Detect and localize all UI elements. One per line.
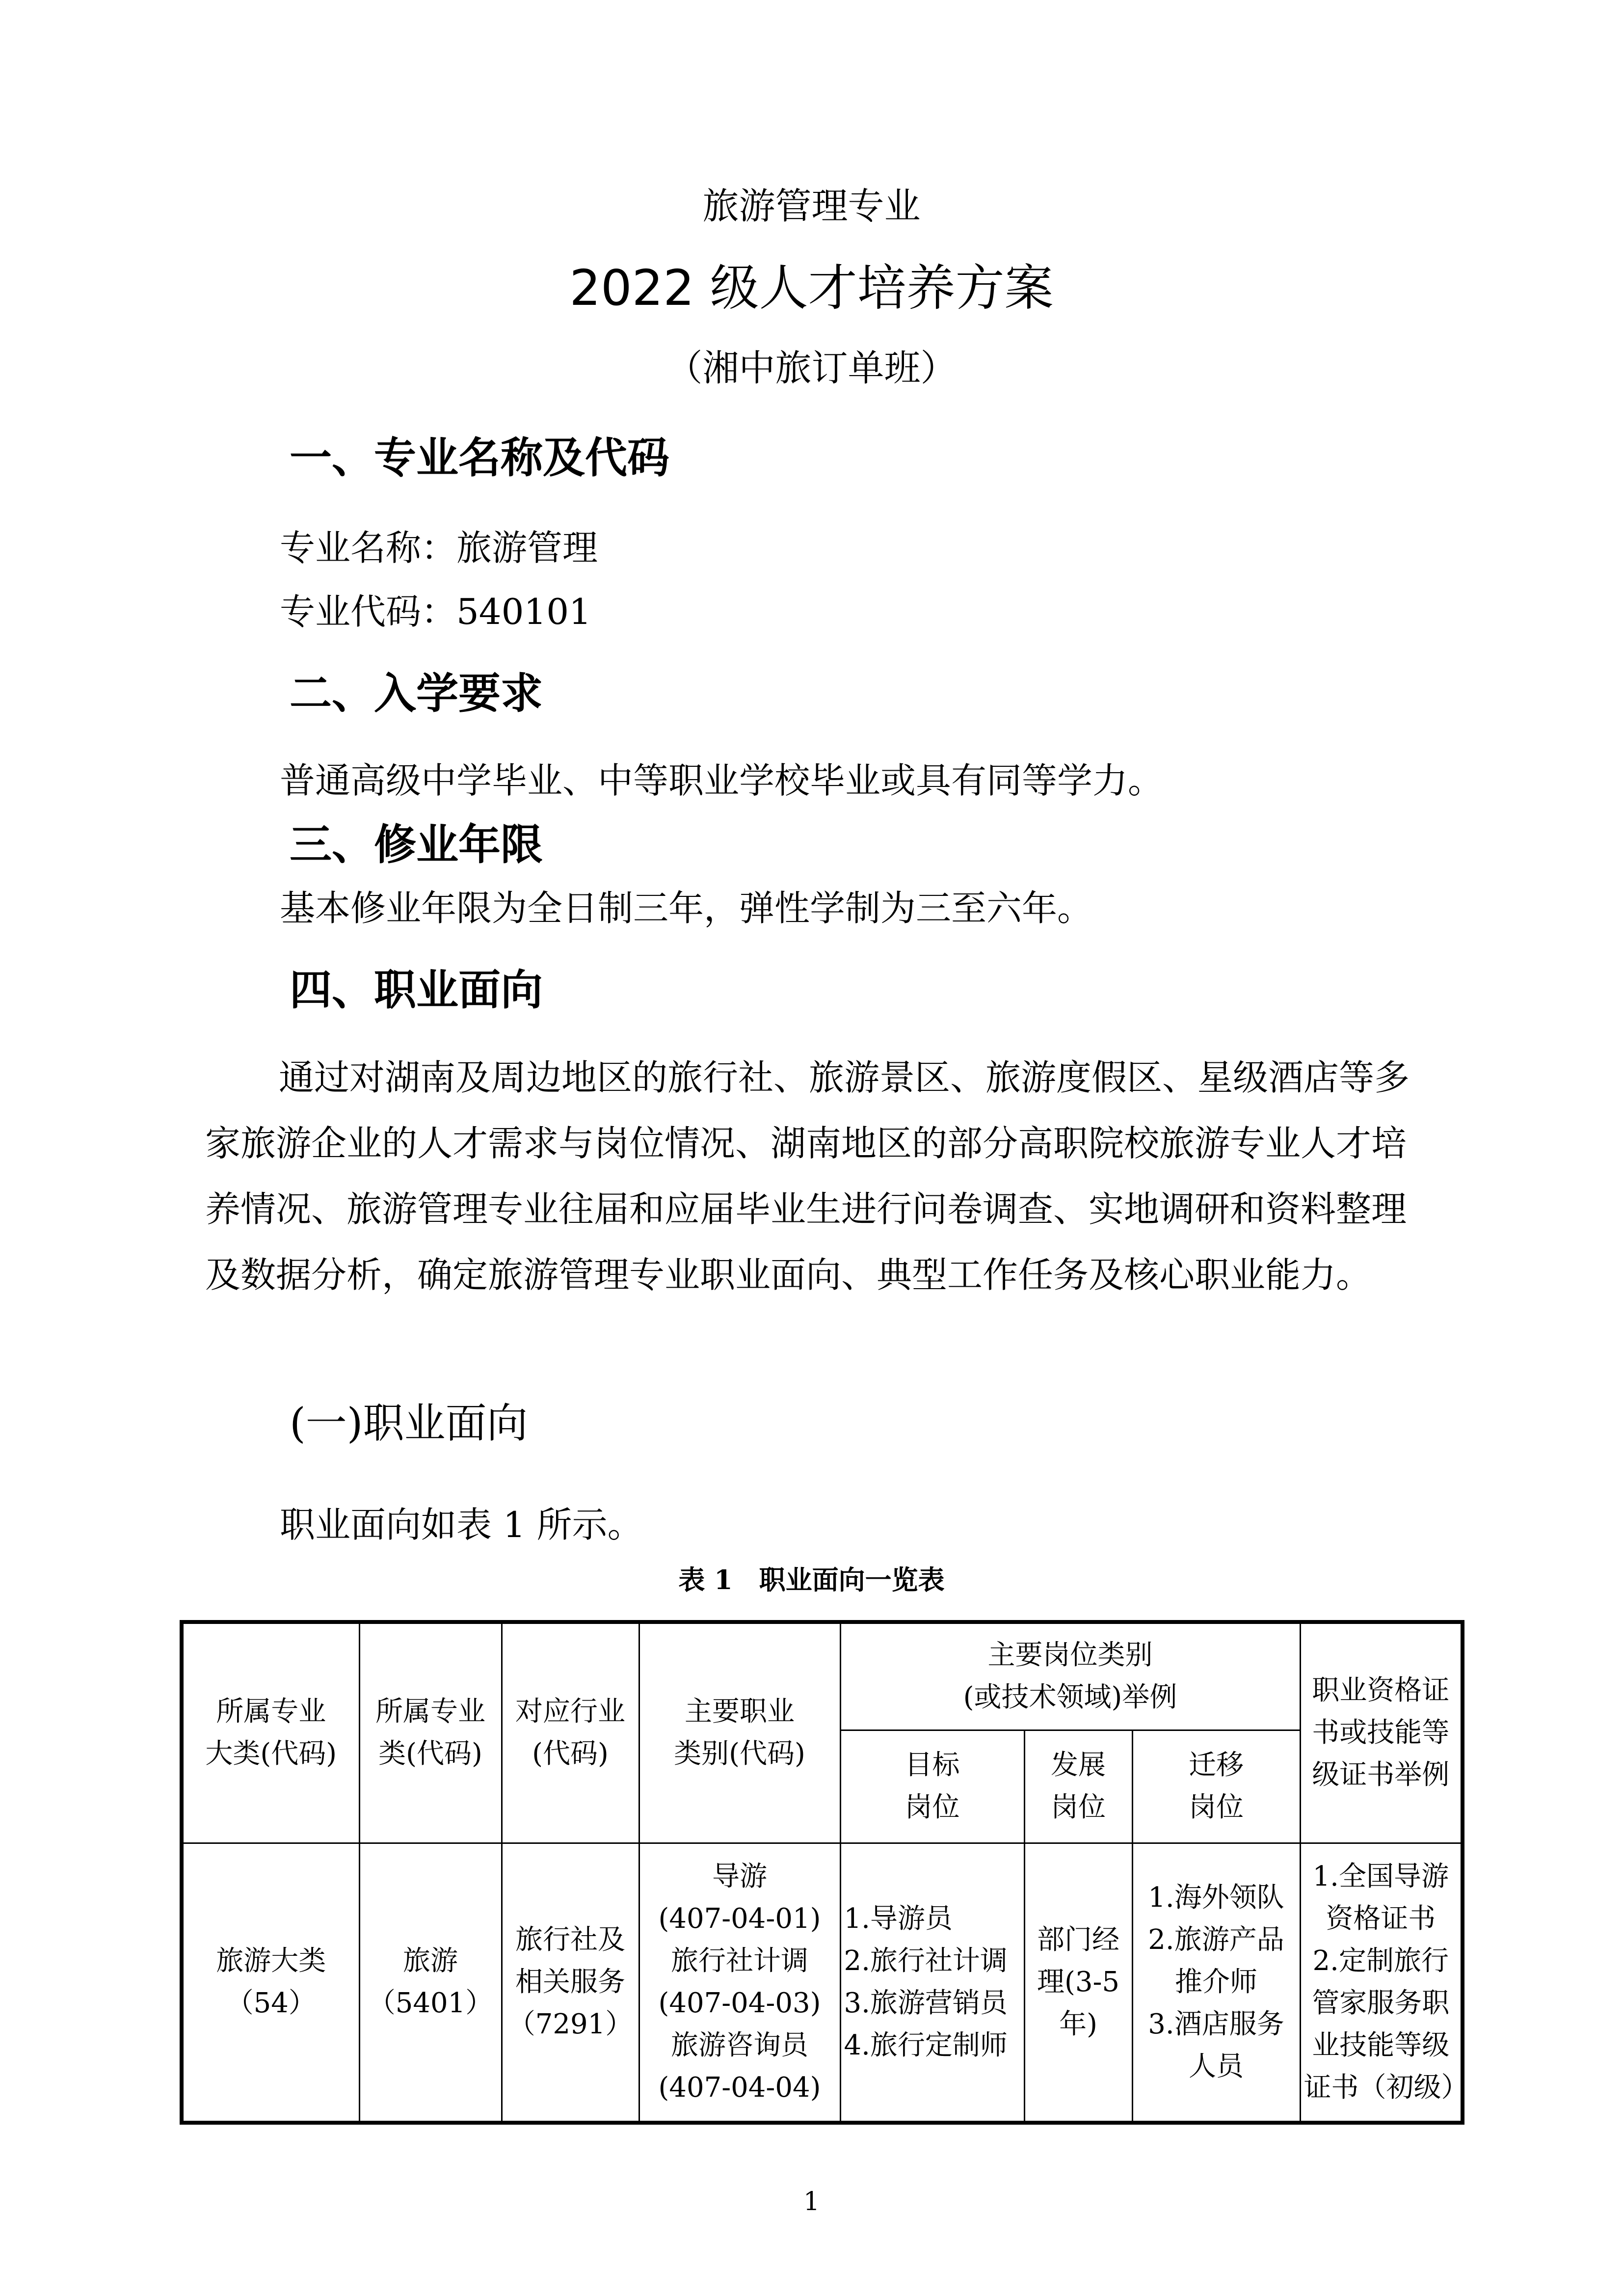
cell-occupations: 导游 (407-04-01) 旅行社计调 (407-04-03) 旅游咨询员 (407-04-04) (639, 1843, 840, 2123)
header-occupation: 主要职业 类别(代码) (639, 1622, 840, 1843)
header-target-post: 目标 岗位 (840, 1730, 1024, 1843)
section-heading-duration: 三、修业年限 (290, 820, 543, 869)
cell-target-posts: 1.导游员 2.旅行社计调 3.旅游营销员 4.旅行定制师 (840, 1843, 1024, 2123)
table-intro: 职业面向如表 1 所示。 (280, 1504, 643, 1545)
admission-text: 普通高级中学毕业、中等职业学校毕业或具有同等学力。 (280, 760, 1164, 801)
table-row (182, 1843, 1463, 2123)
subsection-heading-career: (一)职业面向 (290, 1399, 528, 1447)
document-subtitle: 2022 级人才培养方案 (569, 259, 1054, 317)
career-table-wrapper (180, 1620, 1469, 2125)
cell-industry: 旅行社及 相关服务 （7291） (502, 1843, 639, 2123)
header-transfer-post: 迁移 岗位 (1132, 1730, 1300, 1843)
career-table (180, 1620, 1469, 2125)
section-heading-name-code: 一、专业名称及代码 (290, 433, 669, 483)
section-heading-career: 四、职业面向 (290, 966, 543, 1015)
header-certificates: 职业资格证 书或技能等 级证书举例 (1300, 1622, 1463, 1843)
cell-transfer-posts: 1.海外领队 2.旅游产品 推介师 3.酒店服务 人员 (1132, 1843, 1300, 2123)
header-industry: 对应行业 (代码) (502, 1622, 639, 1843)
major-code-line: 专业代码：540101 (280, 591, 591, 632)
major-name-line: 专业名称：旅游管理 (280, 527, 598, 568)
document-class-name: （湘中旅订单班） (666, 347, 957, 389)
duration-text: 基本修业年限为全日制三年，弹性学制为三至六年。 (280, 888, 1093, 929)
table-caption: 表 1 职业面向一览表 (678, 1564, 945, 1595)
header-post-group: 主要岗位类别 (或技术领域)举例 (840, 1622, 1300, 1730)
cell-category: 旅游大类 （54） (182, 1843, 359, 2123)
section-heading-admission: 二、入学要求 (290, 669, 543, 718)
page-number: 1 (803, 2187, 820, 2216)
header-develop-post: 发展 岗位 (1024, 1730, 1132, 1843)
cell-develop-posts: 部门经 理(3-5 年) (1024, 1843, 1132, 2123)
header-major-class: 所属专业 类(代码) (359, 1622, 502, 1843)
document-title: 旅游管理专业 (702, 185, 921, 227)
header-major-category: 所属专业 大类(代码) (182, 1622, 359, 1843)
cell-certificates: 1.全国导游 资格证书 2.定制旅行 管家服务职 业技能等级 证书（初级） (1300, 1843, 1463, 2123)
career-paragraph: 通过对湖南及周边地区的旅行社、旅游景区、旅游度假区、星级酒店等多家旅游企业的人才需求与岗位情况、湖南地区的部分高职院校旅游专业人才培养情况、旅游管理专业往届和应届毕业生进行问卷调查、实地调研和资料整理及数据分析，确定旅游管理专业职业面向、典型工作任务及核心职业能力。 (205, 1057, 1410, 1296)
cell-class: 旅游 （5401） (359, 1843, 502, 2123)
